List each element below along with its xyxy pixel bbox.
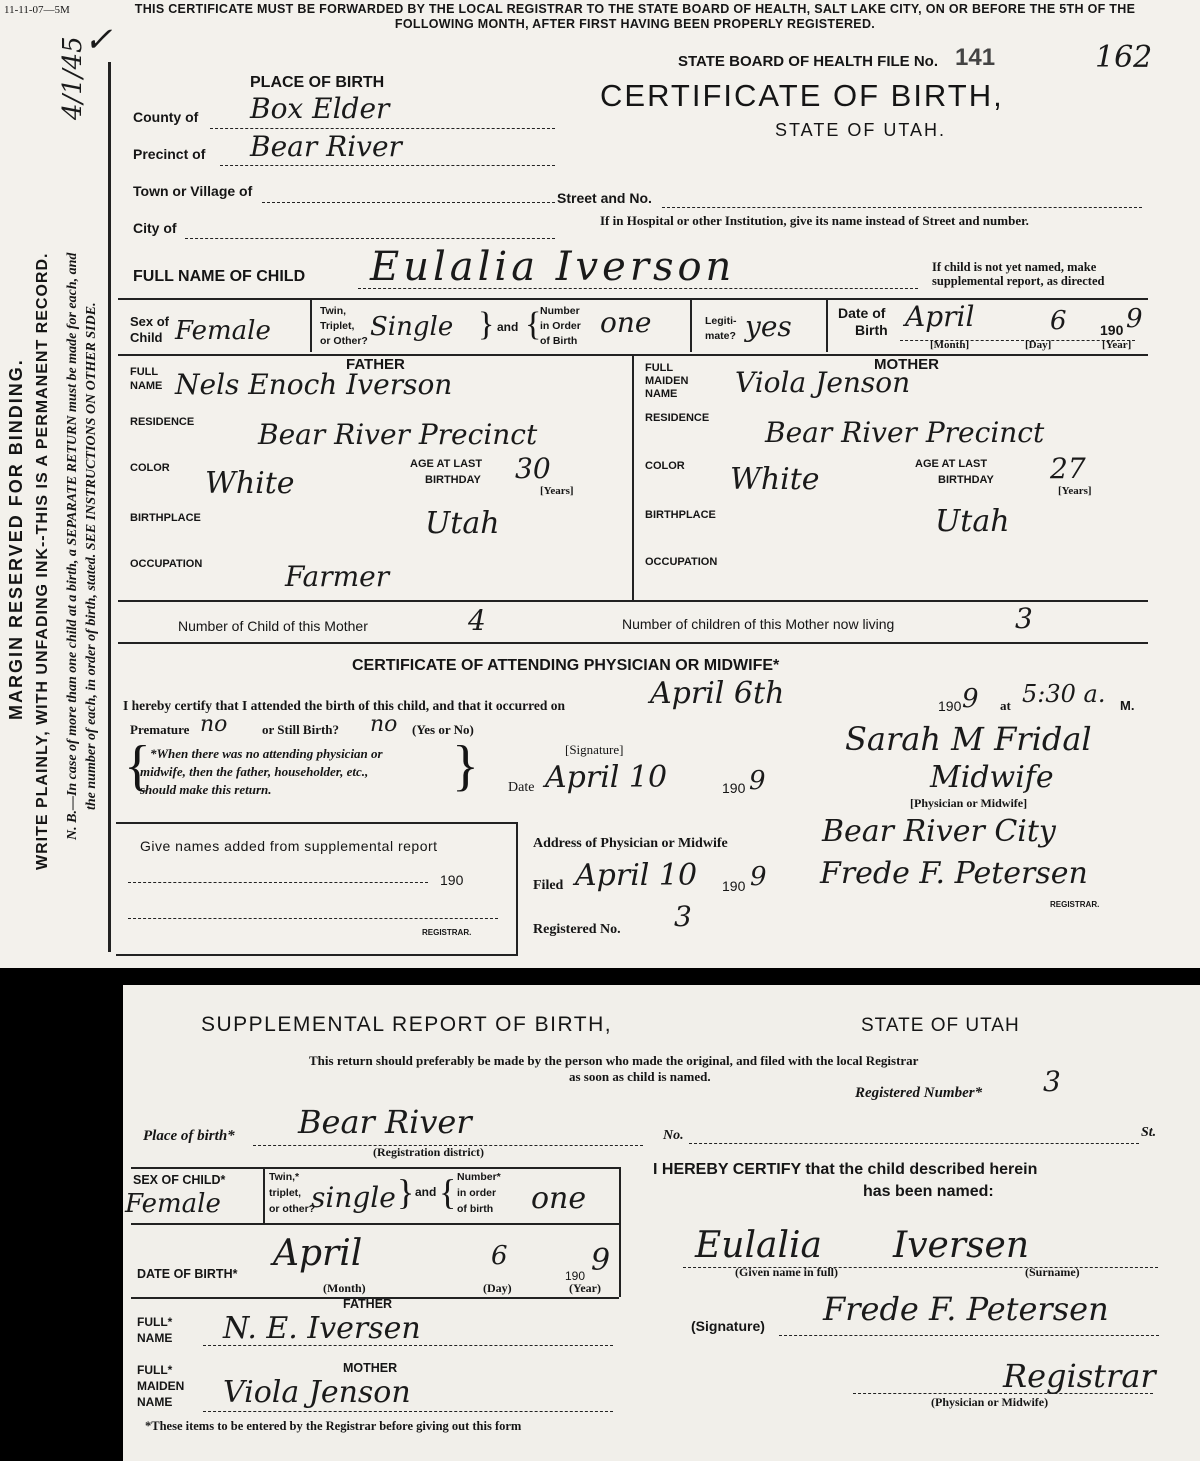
father-name-label: NAME [130, 380, 163, 392]
twin-brace: } [478, 306, 495, 343]
city-line [185, 238, 555, 239]
registered-no-label: Registered No. [533, 922, 621, 937]
legitimate-label-1: Legiti- [705, 315, 737, 327]
legitimate-value: yes [745, 310, 792, 343]
children-living-value: 3 [1015, 602, 1033, 635]
supp-order-brace: { [439, 1172, 457, 1212]
dob-day-label: [Day] [1025, 339, 1052, 351]
supp-twin-label-1: Twin,* [269, 1171, 300, 1183]
father-age: 30 [515, 452, 551, 485]
precinct-value: Bear River [250, 130, 402, 163]
supp-intro-1: This return should preferably be made by the person who made the original, and filed with the local Registrar [309, 1053, 919, 1068]
town-line [262, 202, 555, 203]
mother-name: Viola Jenson [735, 366, 911, 399]
number-order-2: in Order [540, 320, 581, 332]
dob-label-2: Birth [855, 322, 888, 338]
dob-month: April [905, 300, 975, 333]
physician-role: Midwife [930, 760, 1054, 795]
mother-age-label-1: AGE AT LAST [915, 458, 988, 470]
mother-age: 27 [1050, 452, 1086, 485]
street-line [662, 207, 1142, 208]
father-name: Nels Enoch Iverson [175, 368, 453, 401]
supp-title-line [853, 1393, 1153, 1394]
mother-birthplace: Utah [935, 504, 1010, 539]
nb-note-line1: N. B.—In case of more than one child at a birth, a SEPARATE RETURN must be made for each, and [65, 252, 80, 840]
mother-age-label-2: BIRTHDAY [938, 474, 994, 486]
supp-st-label: St. [1141, 1125, 1157, 1140]
registrar-name: Frede F. Petersen [820, 856, 1088, 891]
margin-check-mark: ✓ [84, 20, 113, 60]
address-value: Bear River City [822, 814, 1056, 849]
supp-row-sex-bottom [131, 1223, 619, 1225]
supp-box-title: Give names added from supplemental report [140, 838, 438, 854]
physician-signature: Sarah M Fridal [845, 720, 1092, 758]
supp-registered-value: 3 [1043, 1065, 1061, 1098]
filed-registrar-label: REGISTRAR. [1050, 900, 1100, 909]
premature-value: no [200, 712, 228, 737]
supp-dob-year-printed: 190 [565, 1269, 586, 1283]
hospital-note: If in Hospital or other Institution, give its name instead of Street and number. [600, 213, 1029, 228]
children-living-label: Number of children of this Mother now living [622, 616, 895, 632]
supp-box-line-2 [128, 918, 498, 919]
city-label: City of [133, 220, 177, 236]
father-age-label-2: BIRTHDAY [425, 474, 481, 486]
father-occupation-label: OCCUPATION [130, 558, 203, 570]
nb-note-line2: the number of each, in order of birth, stated. SEE INSTRUCTIONS ON OTHER SIDE. [84, 302, 99, 810]
supp-box-year: 190 [440, 872, 464, 888]
supp-dob-year-hand: 9 [591, 1243, 611, 1278]
supp-child-surname: Iversen [893, 1225, 1030, 1266]
dob-day: 6 [1050, 306, 1067, 336]
rule-physician-top [118, 642, 1148, 644]
at-label: at [1000, 698, 1011, 713]
supp-sex-div [263, 1167, 265, 1223]
dob-label-1: Date of [838, 305, 886, 321]
rule-order-div [690, 300, 692, 352]
forward-notice: THIS CERTIFICATE MUST BE FORWARDED BY THE LOCAL REGISTRAR TO THE STATE BOARD OF HEALTH, SALT LAKE CITY, ON OR BEFORE THE 5TH OF THE FOLLOWING MONTH, AFTER FIRST HAVING BEEN PROPERLY REGISTERED. [134, 2, 1136, 31]
no-physician-brace-right: } [452, 735, 479, 797]
rule-legit-div [826, 300, 828, 352]
supp-place-label: Place of birth* [143, 1128, 235, 1144]
supp-order-label-2: in order [457, 1187, 497, 1199]
town-label: Town or Village of [133, 183, 253, 199]
sex-label-1: Sex of [130, 314, 170, 329]
occurred-time: 5:30 a. [1022, 680, 1106, 708]
twin-value: Single [370, 312, 454, 342]
precinct-label: Precinct of [133, 146, 206, 162]
mother-name-label: NAME [645, 388, 678, 400]
supp-reg-district: (Registration district) [373, 1145, 484, 1159]
sex-value: Female [175, 316, 271, 346]
dob-year-label: [Year] [1102, 339, 1132, 351]
sex-label-2: Child [130, 330, 163, 345]
form-number: 11-11-07—5M [4, 4, 70, 16]
supp-mother-heading: MOTHER [343, 1361, 398, 1375]
no-physician-2: midwife, then the father, householder, etc., [140, 764, 369, 779]
dob-year-hand: 9 [1126, 304, 1143, 334]
number-brace: { [525, 306, 542, 343]
supp-order-label-1: Number* [457, 1171, 501, 1183]
physician-heading: CERTIFICATE OF ATTENDING PHYSICIAN OR MIDWIFE* [352, 657, 780, 674]
role-label: [Physician or Midwife] [910, 796, 1028, 810]
rule-sex-div [310, 300, 312, 352]
supp-intro-2: as soon as child is named. [569, 1069, 711, 1084]
father-color-label: COLOR [130, 462, 170, 474]
precinct-line [220, 165, 555, 166]
street-label: Street and No. [557, 190, 652, 206]
no-physician-brace-left: { [124, 735, 151, 797]
still-birth-label: or Still Birth? [262, 722, 340, 737]
supp-box-right [619, 1167, 621, 1297]
supp-signature-line [779, 1335, 1159, 1336]
supp-no-line [689, 1143, 1139, 1144]
supp-surname-label: (Surname) [1025, 1265, 1080, 1279]
mother-color-label: COLOR [645, 460, 685, 472]
registered-no-value: 3 [674, 900, 692, 933]
supp-order-value: one [531, 1181, 587, 1216]
supp-mother-line [203, 1411, 613, 1412]
father-heading: FATHER [346, 356, 405, 373]
mother-residence-label: RESIDENCE [645, 412, 710, 424]
mother-years-label: [Years] [1058, 485, 1092, 497]
dob-month-label: [Month] [930, 339, 970, 351]
not-named-note-1: If child is not yet named, make [932, 260, 1097, 274]
supp-box-registrar: REGISTRAR. [422, 928, 472, 937]
margin-reserved-text: MARGIN RESERVED FOR BINDING. [6, 358, 26, 720]
supp-mother-name-label: NAME [137, 1395, 173, 1409]
file-no-handwritten: 162 [1095, 40, 1153, 75]
supp-father-name-label: NAME [137, 1331, 173, 1345]
margin-rule [108, 62, 111, 952]
not-named-note-2: supplemental report, as directed [932, 274, 1105, 288]
supp-dob-month: April [273, 1233, 363, 1274]
supp-box-top [131, 1167, 619, 1169]
premature-label: Premature [130, 722, 190, 737]
supp-role-label: (Physician or Midwife) [931, 1395, 1049, 1409]
supp-dob-day: 6 [491, 1241, 508, 1271]
supp-sex-label: SEX OF CHILD* [133, 1173, 226, 1187]
place-of-birth-heading: PLACE OF BIRTH [250, 74, 385, 91]
father-full-label: FULL [130, 366, 159, 378]
mother-heading: MOTHER [874, 356, 939, 373]
supp-year-label: (Year) [569, 1281, 601, 1295]
child-name-value: Eulalia Iverson [370, 244, 736, 290]
father-birthplace-label: BIRTHPLACE [130, 512, 201, 524]
supplemental-report [123, 985, 1200, 1461]
supp-no-label: No. [663, 1128, 684, 1143]
twin-label-3: or Other? [320, 335, 368, 347]
supp-title-value: Registrar [1003, 1357, 1156, 1395]
cert-year-printed: 190 [722, 780, 746, 796]
mother-birthplace-label: BIRTHPLACE [645, 509, 716, 521]
file-no-label: STATE BOARD OF HEALTH FILE No. [678, 53, 938, 70]
supp-mother-maiden: MAIDEN [137, 1379, 185, 1393]
number-order-value: one [600, 306, 652, 339]
father-occupation: Farmer [285, 560, 390, 593]
filed-label: Filed [533, 878, 564, 893]
supp-title-2: STATE OF UTAH [861, 1015, 1020, 1036]
yes-no-label: (Yes or No) [412, 722, 474, 737]
cert-date-label: Date [508, 780, 535, 795]
certify-text: I hereby certify that I attended the birth of this child, and that it occurred on [123, 698, 565, 713]
father-residence-label: RESIDENCE [130, 416, 195, 428]
dob-year-printed: 190 [1100, 322, 1124, 338]
m-label: M. [1120, 698, 1135, 713]
county-value: Box Elder [250, 92, 390, 125]
supp-registered-label: Registered Number* [855, 1085, 983, 1101]
supp-father-heading: FATHER [343, 1297, 393, 1311]
father-age-label-1: AGE AT LAST [410, 458, 483, 470]
number-order-1: Number [540, 305, 580, 317]
certificate-title: CERTIFICATE OF BIRTH, [600, 78, 1004, 113]
supp-twin-brace: } [397, 1172, 415, 1212]
supp-order-label-3: of birth [457, 1203, 494, 1215]
occurred-date: April 6th [650, 676, 785, 711]
supp-mother-full: FULL* [137, 1363, 173, 1377]
supp-day-label: (Day) [483, 1281, 512, 1295]
mother-maiden-label: MAIDEN [645, 375, 689, 387]
number-order-3: of Birth [540, 335, 578, 347]
legitimate-label-2: mate? [705, 330, 736, 342]
rule-parents-bottom [118, 600, 1148, 602]
supp-father-line [203, 1345, 613, 1346]
father-color: White [205, 466, 295, 501]
supp-signature-label: (Signature) [691, 1318, 765, 1334]
supp-given-label: (Given name in full) [735, 1265, 839, 1279]
child-number-value: 4 [468, 604, 486, 637]
supp-box-line-1 [128, 882, 428, 883]
supp-signature-value: Frede F. Petersen [823, 1290, 1109, 1328]
signature-label: [Signature] [565, 742, 624, 757]
filed-year-printed: 190 [722, 878, 746, 894]
occurred-year-printed: 190 [938, 698, 962, 714]
file-no-value: 141 [955, 44, 996, 71]
twin-label-2: Triplet, [320, 320, 355, 332]
certificate-subtitle: STATE OF UTAH. [775, 120, 946, 140]
no-physician-3: should make this return. [140, 782, 272, 797]
supp-month-label: (Month) [323, 1281, 366, 1295]
cert-date: April 10 [545, 760, 668, 795]
and-label: and [497, 320, 519, 334]
supp-child-given: Eulalia [695, 1225, 822, 1266]
rule-child-top [118, 298, 1148, 300]
supp-dob-label: DATE OF BIRTH* [137, 1267, 238, 1281]
supp-sex-value: Female [125, 1189, 221, 1219]
supp-and-label: and [415, 1185, 437, 1199]
supp-title-1: SUPPLEMENTAL REPORT OF BIRTH, [201, 1013, 613, 1036]
supp-mother-name: Viola Jenson [223, 1375, 411, 1410]
filed-date: April 10 [575, 858, 698, 893]
supp-father-name: N. E. Iversen [223, 1311, 421, 1346]
mother-full-label: FULL [645, 362, 674, 374]
write-plainly-text: WRITE PLAINLY, WITH UNFADING INK--THIS IS A PERMANENT RECORD. [34, 252, 51, 870]
father-years-label: [Years] [540, 485, 574, 497]
mother-color: White [730, 462, 820, 497]
county-line [210, 128, 555, 129]
supp-twin-label-2: triplet, [269, 1187, 302, 1199]
father-birthplace: Utah [425, 506, 500, 541]
county-label: County of [133, 109, 199, 125]
supp-certify-2: has been named: [863, 1183, 994, 1200]
still-birth-value: no [370, 712, 398, 737]
occurred-year-hand: 9 [962, 684, 979, 714]
margin-handwritten-date: 4/1/45 [58, 36, 88, 120]
father-residence: Bear River Precinct [258, 418, 538, 451]
supp-certify-1: I HEREBY CERTIFY that the child described herein [653, 1161, 1038, 1178]
rule-parents-mid [632, 356, 634, 601]
twin-label-1: Twin, [320, 305, 347, 317]
supp-place-value: Bear River [298, 1103, 472, 1141]
supp-father-full: FULL* [137, 1315, 173, 1329]
supp-twin-value: single [311, 1181, 396, 1214]
mother-occupation-label: OCCUPATION [645, 556, 718, 568]
filed-year-hand: 9 [750, 862, 767, 892]
supp-footnote: *These items to be entered by the Registrar before giving out this form [145, 1419, 522, 1433]
child-number-label: Number of Child of this Mother [178, 618, 368, 634]
child-name-label: FULL NAME OF CHILD [133, 268, 306, 285]
cert-year-hand: 9 [749, 766, 766, 796]
no-physician-1: *When there was no attending physician or [150, 746, 383, 761]
mother-residence: Bear River Precinct [765, 416, 1045, 449]
supp-twin-label-3: or other? [269, 1203, 316, 1215]
address-label: Address of Physician or Midwife [533, 836, 728, 851]
